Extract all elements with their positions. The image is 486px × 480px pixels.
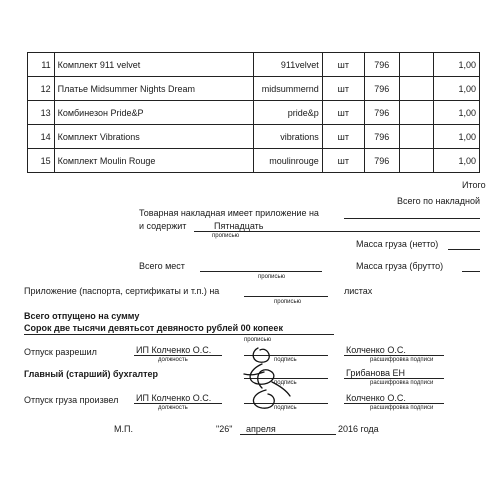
- permit-name-line: [344, 355, 444, 356]
- table-row: [28, 149, 480, 173]
- row-quantity: 1,00: [433, 149, 479, 173]
- sheets-label: листах: [344, 286, 373, 296]
- row-name: Платье Midsummer Nights Dream: [54, 77, 253, 101]
- shipper-sign-caption: подпись: [274, 405, 297, 411]
- row-number: 12: [28, 77, 55, 101]
- accountant-sign-caption: подпись: [274, 380, 297, 386]
- table-row: [28, 53, 480, 77]
- permit-sign-caption: подпись: [274, 357, 297, 363]
- date-month: апреля: [246, 424, 276, 434]
- row-number: 14: [28, 125, 55, 149]
- shipper-name: Колченко О.С.: [346, 393, 406, 403]
- total-label: Итого: [462, 180, 486, 190]
- contains-label: и содержит: [139, 221, 187, 231]
- stamp-place-label: М.П.: [114, 424, 133, 434]
- row-blank: [399, 53, 433, 77]
- table-row: [28, 77, 480, 101]
- row-okei: 796: [364, 77, 399, 101]
- shipper-name-line: [344, 403, 444, 404]
- row-okei: 796: [364, 53, 399, 77]
- contains-caption: прописью: [212, 233, 240, 239]
- permit-position-line: [134, 355, 222, 356]
- mass-net-label: Масса груза (нетто): [356, 239, 439, 249]
- shipper-position-caption: должность: [158, 405, 188, 411]
- places-label: Всего мест: [139, 261, 185, 271]
- row-name: Комбинезон Pride&P: [54, 101, 253, 125]
- row-blank: [399, 125, 433, 149]
- row-code: 911velvet: [253, 53, 322, 77]
- row-okei: 796: [364, 125, 399, 149]
- date-year: 2016 года: [338, 424, 379, 434]
- row-code: pride&p: [253, 101, 322, 125]
- shipper-name-caption: расшифровка подписи: [370, 405, 434, 411]
- row-number: 11: [28, 53, 55, 77]
- attachment-line: [344, 218, 480, 219]
- shipper-position: ИП Колченко О.С.: [136, 393, 212, 403]
- row-quantity: 1,00: [433, 77, 479, 101]
- row-code: moulinrouge: [253, 149, 322, 173]
- row-unit: шт: [322, 53, 364, 77]
- row-blank: [399, 101, 433, 125]
- row-name: Комплект Moulin Rouge: [54, 149, 253, 173]
- permit-position: ИП Колченко О.С.: [136, 345, 212, 355]
- row-okei: 796: [364, 149, 399, 173]
- accountant-name: Грибанова ЕН: [346, 368, 406, 378]
- released-caption: прописью: [244, 337, 272, 343]
- mass-gross-line: [462, 271, 480, 272]
- row-quantity: 1,00: [433, 101, 479, 125]
- row-unit: шт: [322, 77, 364, 101]
- accountant-name-caption: расшифровка подписи: [370, 380, 434, 386]
- documents-line: [244, 296, 328, 297]
- row-unit: шт: [322, 101, 364, 125]
- shipper-label: Отпуск груза произвел: [24, 395, 119, 405]
- row-number: 13: [28, 101, 55, 125]
- row-code: midsummernd: [253, 77, 322, 101]
- row-okei: 796: [364, 101, 399, 125]
- row-quantity: 1,00: [433, 125, 479, 149]
- row-blank: [399, 77, 433, 101]
- documents-caption: прописью: [274, 299, 302, 305]
- row-code: vibrations: [253, 125, 322, 149]
- released-amount: Сорок две тысячи девятьсот девяносто рублей 00 копеек: [24, 323, 283, 333]
- mass-net-line: [448, 249, 480, 250]
- row-unit: шт: [322, 149, 364, 173]
- row-unit: шт: [322, 125, 364, 149]
- handwritten-signature: [228, 334, 298, 414]
- shipper-position-line: [134, 403, 222, 404]
- contains-line: [194, 231, 480, 232]
- row-blank: [399, 149, 433, 173]
- date-day: "26": [216, 424, 233, 434]
- attachment-label: Товарная накладная имеет приложение на: [139, 208, 319, 218]
- row-number: 15: [28, 149, 55, 173]
- row-name: Комплект 911 velvet: [54, 53, 253, 77]
- permit-label: Отпуск разрешил: [24, 347, 97, 357]
- released-label: Всего отпущено на сумму: [24, 311, 140, 321]
- places-line: [200, 271, 322, 272]
- places-caption: прописью: [258, 274, 286, 280]
- mass-gross-label: Масса груза (брутто): [356, 261, 444, 271]
- permit-name-caption: расшифровка подписи: [370, 357, 434, 363]
- table-row: [28, 125, 480, 149]
- accountant-label: Главный (старший) бухгалтер: [24, 369, 158, 379]
- contains-value: Пятнадцать: [214, 221, 264, 231]
- row-name: Комплект Vibrations: [54, 125, 253, 149]
- row-quantity: 1,00: [433, 53, 479, 77]
- documents-label: Приложение (паспорта, сертификаты и т.п.) на: [24, 286, 220, 296]
- items-table: [27, 52, 480, 173]
- table-row: [28, 101, 480, 125]
- grand-total-label: Всего по накладной: [397, 196, 481, 206]
- date-month-line: [240, 434, 336, 435]
- permit-position-caption: должность: [158, 357, 188, 363]
- permit-name: Колченко О.С.: [346, 345, 406, 355]
- accountant-name-line: [344, 378, 444, 379]
